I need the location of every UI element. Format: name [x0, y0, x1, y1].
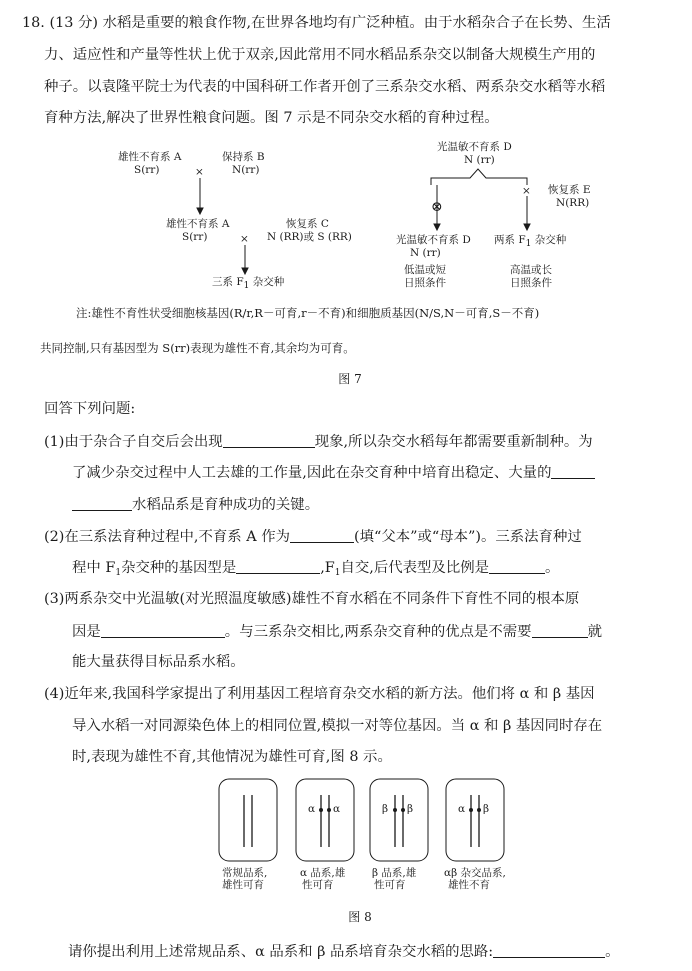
final-question-line: 请你提出利用上述常规品系、α 品系和 β 品系培育杂交水稻的思路: 。: [68, 941, 620, 962]
q1-line-2: 了减少杂交过程中人工去雄的工作量,因此在杂交育种中培育出稳定、大量的: [72, 462, 595, 483]
sterile-a-name: 雄性不育系 A: [118, 151, 182, 163]
sterile-a2-gene: S(rr): [182, 231, 208, 243]
q1-blank-2a[interactable]: [551, 462, 595, 479]
q1-blank-1[interactable]: [223, 431, 315, 448]
q2-line-1: (2)在三系法育种过程中,不育系 A 作为 (填“父本”或“母本”)。三系法育种过: [44, 526, 582, 547]
q2-blank-1[interactable]: [290, 526, 354, 543]
q4-line-1: (4)近年来,我国科学家提出了利用基因工程培育杂交水稻的新方法。他们将 α 和 β 基因: [44, 686, 595, 702]
cell-label-beta-2: 性可育: [374, 879, 406, 891]
cell-alpha-beta: [446, 779, 504, 861]
condition-low-1: 低温或短: [404, 264, 446, 276]
d-result-gene: N (rr): [410, 247, 441, 259]
condition-high-2: 日照条件: [510, 277, 552, 289]
maintainer-b-name: 保持系 B: [222, 151, 265, 163]
q3-line-1: (3)两系杂交中光温敏(对光照温度敏感)雄性不育水稻在不同条件下育性不同的根本原: [44, 591, 580, 607]
figure-8-cells: [0, 775, 692, 885]
restorer-e-name: 恢复系 E: [548, 184, 591, 196]
cell-alpha: [296, 779, 354, 861]
sterile-a-gene: S(rr): [134, 164, 160, 176]
cross-symbol-2: ×: [240, 233, 249, 245]
three-line-f1: 三系 F1 杂交种: [212, 276, 285, 291]
q1-line-1: (1)由于杂合子自交后会出现 现象,所以杂交水稻每年都需要重新制种。为: [44, 431, 593, 452]
gene-alpha-left: α: [308, 803, 316, 815]
gene-ab-left: α: [458, 803, 466, 815]
cell-label-beta-1: β 品系,雄: [372, 867, 417, 879]
q4-line-2: 导入水稻一对同源染色体上的相同位置,模拟一对等位基因。当 α 和 β 基因同时存在: [72, 718, 603, 734]
figure-8-caption: 图 8: [348, 910, 372, 924]
cell-label-alpha-2: 性可育: [302, 879, 334, 891]
sterile-a2-name: 雄性不育系 A: [166, 218, 230, 230]
q3-line-3: 能大量获得目标品系水稻。: [72, 654, 245, 670]
condition-low-2: 日照条件: [404, 277, 446, 289]
q1-blank-2b[interactable]: [72, 494, 132, 511]
q3-blank-1[interactable]: [101, 621, 225, 638]
condition-high-1: 高温或长: [510, 264, 552, 276]
two-line-f1: 两系 F1 杂交种: [494, 234, 567, 249]
q1-line-3: 水稻品系是育种成功的关键。: [72, 494, 319, 515]
question-intro-line-2: 力、适应性和产量等性状上优于双亲,因此常用不同水稻品系杂交以制备大规模生产用的: [44, 47, 596, 63]
question-intro-line-3: 种子。以袁隆平院士为代表的中国科研工作者开创了三系杂交水稻、两系杂交水稻等水稻: [44, 79, 606, 95]
figure-7-connectors: [0, 0, 692, 300]
d-result-name: 光温敏不育系 D: [396, 234, 471, 246]
gene-alpha-right: α: [333, 803, 341, 815]
cell-label-normal-2: 雄性可育: [222, 879, 264, 891]
light-sterile-d-name: 光温敏不育系 D: [437, 141, 512, 153]
selfing-symbol: ⊗: [431, 199, 443, 215]
gene-ab-right: β: [483, 803, 490, 815]
figure-7-note-2: 共同控制,只有基因型为 S(rr)表现为雄性不育,其余均为可育。: [40, 341, 355, 355]
cell-normal: [219, 779, 277, 861]
restorer-e-gene: N(RR): [556, 197, 590, 209]
cell-label-normal-1: 常规品系,: [222, 867, 268, 879]
final-blank[interactable]: [493, 941, 605, 958]
answer-prompt: 回答下列问题:: [44, 401, 136, 417]
intro-text-1: 水稻是重要的粮食作物,在世界各地均有广泛种植。由于水稻杂合子在长势、生活: [102, 15, 611, 31]
q3-line-2: 因是 。与三系杂交相比,两系杂交育种的优点是不需要 就: [72, 621, 602, 642]
q2-line-2: 程中 $F_1$杂交种的基因型是 $,F_1$自交,后代表型及比例是 。: [72, 557, 559, 583]
cell-label-ab-1: αβ 杂交品系,: [444, 867, 506, 879]
restorer-c-gene: N (RR)或 S (RR): [267, 231, 352, 243]
q2-blank-2[interactable]: [236, 557, 320, 574]
cell-label-ab-2: 雄性不育: [448, 879, 490, 891]
q2-blank-3[interactable]: [489, 557, 545, 574]
figure-7-note-1: 注:雄性不育性状受细胞核基因(R/r,R－可育,r－不育)和细胞质基因(N/S,N－可育,S－不育): [76, 306, 540, 320]
question-number: 18.: [22, 15, 45, 31]
gene-beta-right: β: [407, 803, 414, 815]
q3-blank-2[interactable]: [532, 621, 588, 638]
cross-symbol-1: ×: [195, 166, 204, 178]
gene-beta-left: β: [382, 803, 389, 815]
figure-7-caption: 图 7: [338, 372, 362, 386]
cross-symbol-3: ×: [522, 185, 531, 197]
maintainer-b-gene: N(rr): [232, 164, 260, 176]
question-score: (13 分): [49, 15, 98, 31]
question-intro-line-4: 育种方法,解决了世界性粮食问题。图 7 示是不同杂交水稻的育种过程。: [44, 110, 499, 126]
restorer-c-name: 恢复系 C: [286, 218, 329, 230]
q4-line-3: 时,表现为雄性不育,其他情况为雄性可育,图 8 示。: [72, 749, 392, 765]
light-sterile-d-gene: N (rr): [464, 154, 495, 166]
cell-label-alpha-1: α 品系,雄: [300, 867, 346, 879]
cell-beta: [370, 779, 428, 861]
